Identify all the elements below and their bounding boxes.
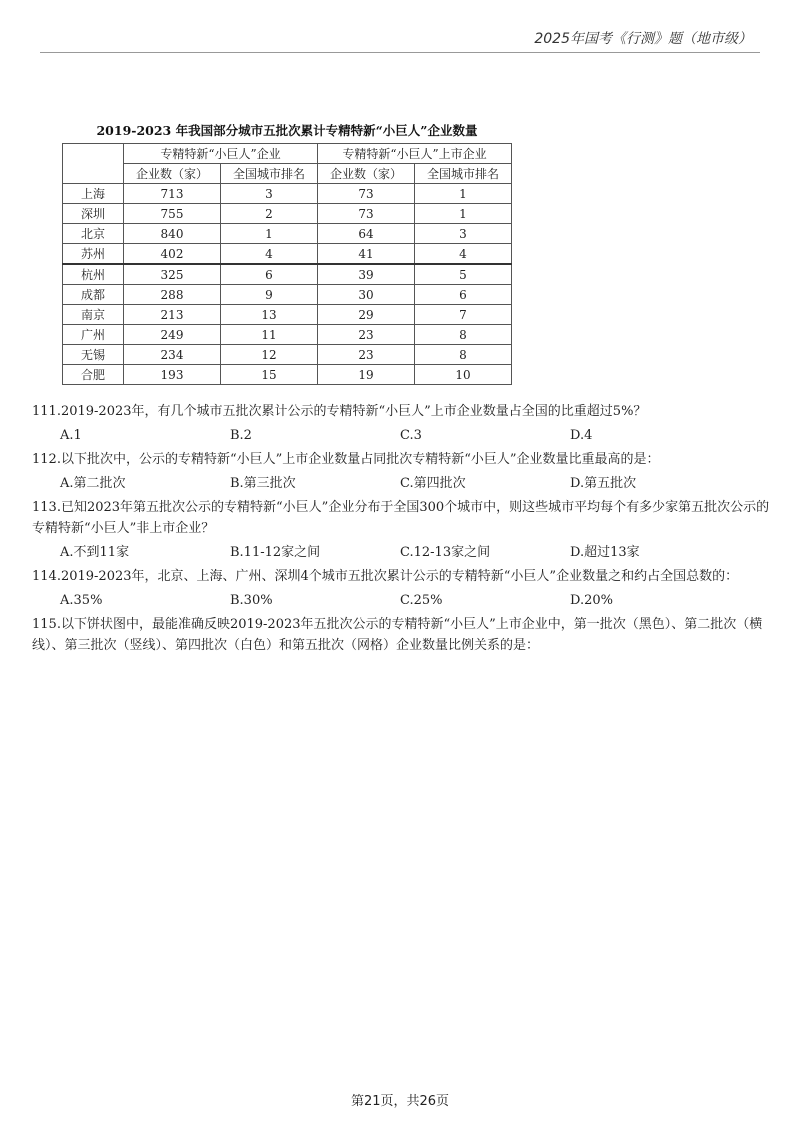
value-cell: 6 — [221, 264, 318, 285]
value-cell: 234 — [124, 345, 221, 365]
value-cell: 11 — [221, 325, 318, 345]
question-text: 113.已知2023年第五批次公示的专精特新“小巨人”企业分布于全国300个城市中，则这些城市平均每个有多少家第五批次公示的专精特新“小巨人”非上市企业？ — [32, 500, 770, 536]
value-cell: 29 — [318, 305, 415, 325]
table-group-header: 专精特新“小巨人”企业 — [124, 144, 318, 164]
value-cell: 23 — [318, 325, 415, 345]
value-cell: 41 — [318, 244, 415, 265]
answer-option[interactable]: A.不到11家 — [60, 545, 130, 560]
table-sub-header: 企业数（家） — [318, 164, 415, 184]
answer-option[interactable]: A.1 — [60, 428, 82, 443]
value-cell: 755 — [124, 204, 221, 224]
value-cell: 15 — [221, 365, 318, 385]
value-cell: 1 — [415, 204, 512, 224]
table-row — [63, 285, 512, 305]
answer-option[interactable]: D.第五批次 — [570, 476, 637, 491]
city-cell: 上海 — [63, 184, 124, 204]
table-row — [63, 244, 512, 265]
value-cell: 64 — [318, 224, 415, 244]
data-table — [62, 143, 512, 385]
table-title: 2019-2023 年我国部分城市五批次累计专精特新“小巨人”企业数量 — [96, 123, 478, 138]
answer-option[interactable]: A.35% — [60, 593, 103, 608]
city-cell: 苏州 — [63, 244, 124, 265]
value-cell: 3 — [221, 184, 318, 204]
city-cell: 成都 — [63, 285, 124, 305]
table-sub-header-row — [63, 164, 512, 184]
table-row — [63, 325, 512, 345]
table-sub-header: 全国城市排名 — [415, 164, 512, 184]
value-cell: 325 — [124, 264, 221, 285]
answer-option[interactable]: A.第二批次 — [60, 476, 126, 491]
value-cell: 19 — [318, 365, 415, 385]
question — [32, 566, 772, 611]
answer-option[interactable]: B.2 — [230, 428, 252, 443]
answer-option[interactable]: D.超过13家 — [570, 545, 640, 560]
value-cell: 213 — [124, 305, 221, 325]
answer-option[interactable]: C.第四批次 — [400, 476, 466, 491]
answer-option[interactable]: B.30% — [230, 593, 273, 608]
city-cell: 合肥 — [63, 365, 124, 385]
answer-option[interactable]: C.12-13家之间 — [400, 545, 491, 560]
city-cell: 杭州 — [63, 264, 124, 285]
table-row — [63, 345, 512, 365]
answer-option[interactable]: B.11-12家之间 — [230, 545, 321, 560]
value-cell: 249 — [124, 325, 221, 345]
value-cell: 39 — [318, 264, 415, 285]
page-number: 第21页，共26页 — [350, 1094, 450, 1109]
value-cell: 73 — [318, 204, 415, 224]
city-cell: 深圳 — [63, 204, 124, 224]
table-row — [63, 184, 512, 204]
value-cell: 13 — [221, 305, 318, 325]
question-text: 111.2019-2023年，有几个城市五批次累计公示的专精特新“小巨人”上市企业数量占全国的比重超过5%？ — [32, 404, 647, 419]
table-row — [63, 264, 512, 285]
question — [32, 449, 772, 494]
answer-option[interactable]: B.第三批次 — [230, 476, 296, 491]
table-corner-cell — [63, 144, 124, 184]
value-cell: 30 — [318, 285, 415, 305]
city-cell: 广州 — [63, 325, 124, 345]
option-row — [32, 473, 772, 494]
question — [32, 497, 772, 563]
value-cell: 1 — [415, 184, 512, 204]
value-cell: 4 — [415, 244, 512, 265]
answer-option[interactable]: D.4 — [570, 428, 593, 443]
value-cell: 840 — [124, 224, 221, 244]
value-cell: 4 — [221, 244, 318, 265]
question-text: 115.以下饼状图中，最能准确反映2019-2023年五批次公示的专精特新“小巨人”上市企业中，第一批次（黑色）、第二批次（横线）、第三批次（竖线）、第四批次（白色）和第五批次（网格）企业数量比例关系的是： — [32, 617, 763, 653]
value-cell: 8 — [415, 325, 512, 345]
value-cell: 193 — [124, 365, 221, 385]
question-list — [32, 401, 772, 659]
value-cell: 10 — [415, 365, 512, 385]
option-row — [32, 542, 772, 563]
value-cell: 73 — [318, 184, 415, 204]
value-cell: 7 — [415, 305, 512, 325]
value-cell: 23 — [318, 345, 415, 365]
city-cell: 无锡 — [63, 345, 124, 365]
value-cell: 2 — [221, 204, 318, 224]
header-divider — [40, 52, 760, 53]
value-cell: 8 — [415, 345, 512, 365]
question-text: 114.2019-2023年，北京、上海、广州、深圳4个城市五批次累计公示的专精特新“小巨人”企业数量之和约占全国总数的： — [32, 569, 739, 584]
value-cell: 3 — [415, 224, 512, 244]
question-text: 112.以下批次中，公示的专精特新“小巨人”上市企业数量占同批次专精特新“小巨人”企业数量比重最高的是： — [32, 452, 660, 467]
table-group-header: 专精特新“小巨人”上市企业 — [318, 144, 512, 164]
table-row — [63, 204, 512, 224]
table-row — [63, 305, 512, 325]
city-cell: 南京 — [63, 305, 124, 325]
value-cell: 5 — [415, 264, 512, 285]
answer-option[interactable]: C.3 — [400, 428, 422, 443]
value-cell: 713 — [124, 184, 221, 204]
value-cell: 288 — [124, 285, 221, 305]
table-sub-header: 全国城市排名 — [221, 164, 318, 184]
option-row — [32, 590, 772, 611]
value-cell: 12 — [221, 345, 318, 365]
value-cell: 9 — [221, 285, 318, 305]
value-cell: 402 — [124, 244, 221, 265]
question — [32, 614, 772, 656]
table-group-header-row — [63, 144, 512, 164]
table-row — [63, 365, 512, 385]
table-sub-header: 企业数（家） — [124, 164, 221, 184]
city-cell: 北京 — [63, 224, 124, 244]
value-cell: 6 — [415, 285, 512, 305]
answer-option[interactable]: D.20% — [570, 593, 613, 608]
question — [32, 401, 772, 446]
table-row — [63, 224, 512, 244]
page-header: 2025年国考《行测》题（地市级） — [534, 31, 752, 47]
option-row — [32, 425, 772, 446]
value-cell: 1 — [221, 224, 318, 244]
answer-option[interactable]: C.25% — [400, 593, 443, 608]
